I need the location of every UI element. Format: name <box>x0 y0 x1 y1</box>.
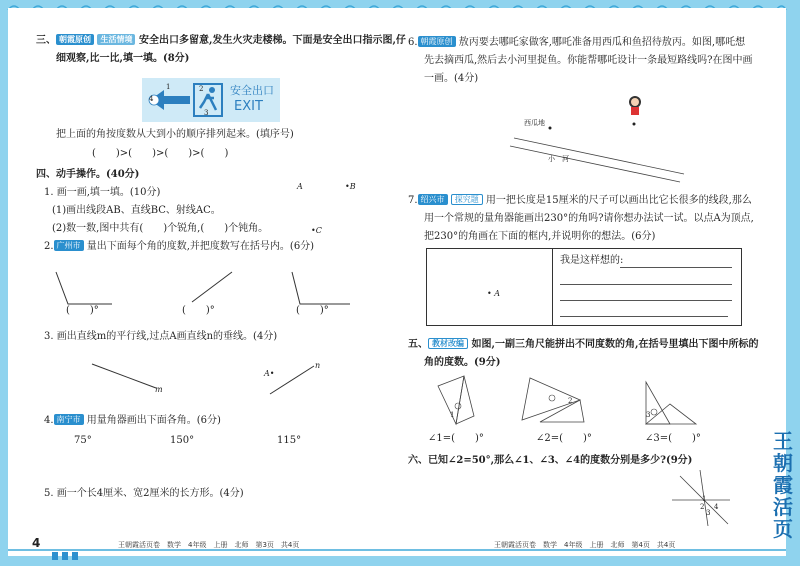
answer-line-2[interactable] <box>560 284 732 285</box>
tag-explore: 探究题 <box>451 194 483 205</box>
line-n-label: n <box>315 361 321 370</box>
watermelon-field-label: 西瓜地 <box>524 119 545 127</box>
tag-original: 朝霞原创 <box>56 34 94 45</box>
footer-right: 王朝霞活页卷 数学 4年级 上册 北师 第4页 共4页 <box>494 541 676 549</box>
q7-text-2: 用一个常规的量角器能画出230°的角吗?请你想办法试一试。以点A为顶点, <box>424 213 754 224</box>
q4-heading: 四、动手操作。(40分) <box>36 169 140 180</box>
q4-part1a: (1)画出线段AB、直线BC、射线AC。 <box>52 205 221 216</box>
q7-point-a: • A <box>487 289 501 298</box>
wavy-bottom-border <box>8 548 786 562</box>
answer-line-1[interactable] <box>620 267 732 268</box>
angle-mark-q6-1: 1 <box>702 495 707 503</box>
brand-logo: 王朝霞活页 <box>773 429 793 541</box>
q4-part1b[interactable]: (2)数一数,图中共有( )个锐角,( )个钝角。 <box>52 223 269 234</box>
angle-mark-q6-4: 4 <box>714 503 719 511</box>
tag-guangzhou: 广州市 <box>54 240 84 251</box>
angle-mark-q6-3: 3 <box>706 509 711 517</box>
angle-blank-3[interactable]: ( )° <box>296 305 329 316</box>
footer-left: 王朝霞活页卷 数学 4年级 上册 北师 第3页 共4页 <box>118 541 300 549</box>
angle-mark-1: 1 <box>450 411 455 419</box>
q7-think-label: 我是这样想的: <box>560 255 624 266</box>
tag-nanning: 南宁市 <box>54 414 84 425</box>
q6-text-3: 一画。(4分) <box>424 73 479 84</box>
q4-part1: 1. 画一画,填一填。(10分) <box>44 187 161 198</box>
angle-blank-2[interactable]: ( )° <box>182 305 215 316</box>
point-a-label: A <box>297 182 303 191</box>
angle-label-2: 2 <box>199 85 204 93</box>
q3-order-blanks[interactable]: ( )>( )>( )>( ) <box>92 148 229 159</box>
sign-text-en: EXIT <box>234 99 263 114</box>
q7-text-3: 把230°的角画在下面的框内,并说明你的想法。(6分) <box>424 231 656 242</box>
point-c: •C <box>311 226 322 235</box>
q3-heading-cont: 细观察,比一比,填一填。(8分) <box>56 53 190 64</box>
angle-150: 150° <box>170 435 195 446</box>
tag-life-scenario: 生活情境 <box>97 34 135 45</box>
angle-label-4: 4 <box>149 95 154 103</box>
lines-m-n <box>90 360 330 400</box>
angle-blank-1[interactable]: ( )° <box>66 305 99 316</box>
intersecting-lines <box>666 468 736 528</box>
river-map <box>500 90 700 170</box>
tag-shaoxing: 绍兴市 <box>418 194 448 205</box>
line-m-label: m <box>155 385 163 394</box>
q6b-heading: 六、已知∠2=50°,那么∠1、∠3、∠4的度数分别是多少?(9分) <box>408 455 693 466</box>
tag-original-right: 朝霞原创 <box>418 36 456 47</box>
q3-instruction: 把上面的角按度数从大到小的顺序排列起来。(填序号) <box>56 129 294 140</box>
angle-75: 75° <box>74 435 92 446</box>
angle-2-answer[interactable]: ∠2=( )° <box>536 433 592 444</box>
q7-heading: 7. 绍兴市 探究题 用一把长度是15厘米的尺子可以画出比它长很多的线段,那么 <box>408 195 752 206</box>
q4-part4: 4. 南宁市 用量角器画出下面各角。(6分) <box>44 415 221 426</box>
q3-heading: 三、 朝霞原创 生活情境 安全出口多留意,发生火灾走楼梯。下面是安全出口指示图,仔 <box>36 35 406 46</box>
angle-3-answer[interactable]: ∠3=( )° <box>645 433 701 444</box>
page-number: 4 <box>32 536 41 550</box>
exit-sign-image <box>142 78 280 122</box>
angle-label-3: 3 <box>204 109 209 117</box>
q6-text-2: 先去摘西瓜,然后去小河里捉鱼。你能帮哪吒设计一条最短路线吗?在图中画 <box>424 55 753 66</box>
q4-part3: 3. 画出直线m的平行线,过点A画直线n的垂线。(4分) <box>44 331 278 342</box>
angle-mark-2: 2 <box>568 397 573 405</box>
q4-part5: 5. 画一个长4厘米、宽2厘米的长方形。(4分) <box>44 488 244 499</box>
angle-115: 115° <box>277 435 302 446</box>
point-a-q3: A• <box>264 369 275 378</box>
angle-1-answer[interactable]: ∠1=( )° <box>428 433 484 444</box>
q7-box-divider <box>552 248 553 326</box>
angle-mark-3: 3 <box>646 411 651 419</box>
tag-textbook: 教材改编 <box>428 338 468 349</box>
q5-text-2: 角的度数。(9分) <box>424 357 501 368</box>
angle-mark-q6-2: 2 <box>700 503 705 511</box>
answer-line-3[interactable] <box>560 300 732 301</box>
answer-line-4[interactable] <box>560 316 728 317</box>
q6-heading: 6. 朝霞原创 敖丙要去哪吒家做客,哪吒准备用西瓜和鱼招待敖丙。如图,哪吒想 <box>408 37 746 48</box>
q4-part2: 2. 广州市 量出下面每个角的度数,并把度数写在括号内。(6分) <box>44 241 315 252</box>
angle-label-1: 1 <box>166 83 171 91</box>
q5-heading: 五、 教材改编 如图,一副三角尺能拼出不同度数的角,在括号里填出下图中所标的 <box>408 339 759 350</box>
point-b: •B <box>345 182 356 191</box>
sign-text-cn: 安全出口 <box>230 84 274 97</box>
river-label: 小 河 <box>548 155 569 163</box>
